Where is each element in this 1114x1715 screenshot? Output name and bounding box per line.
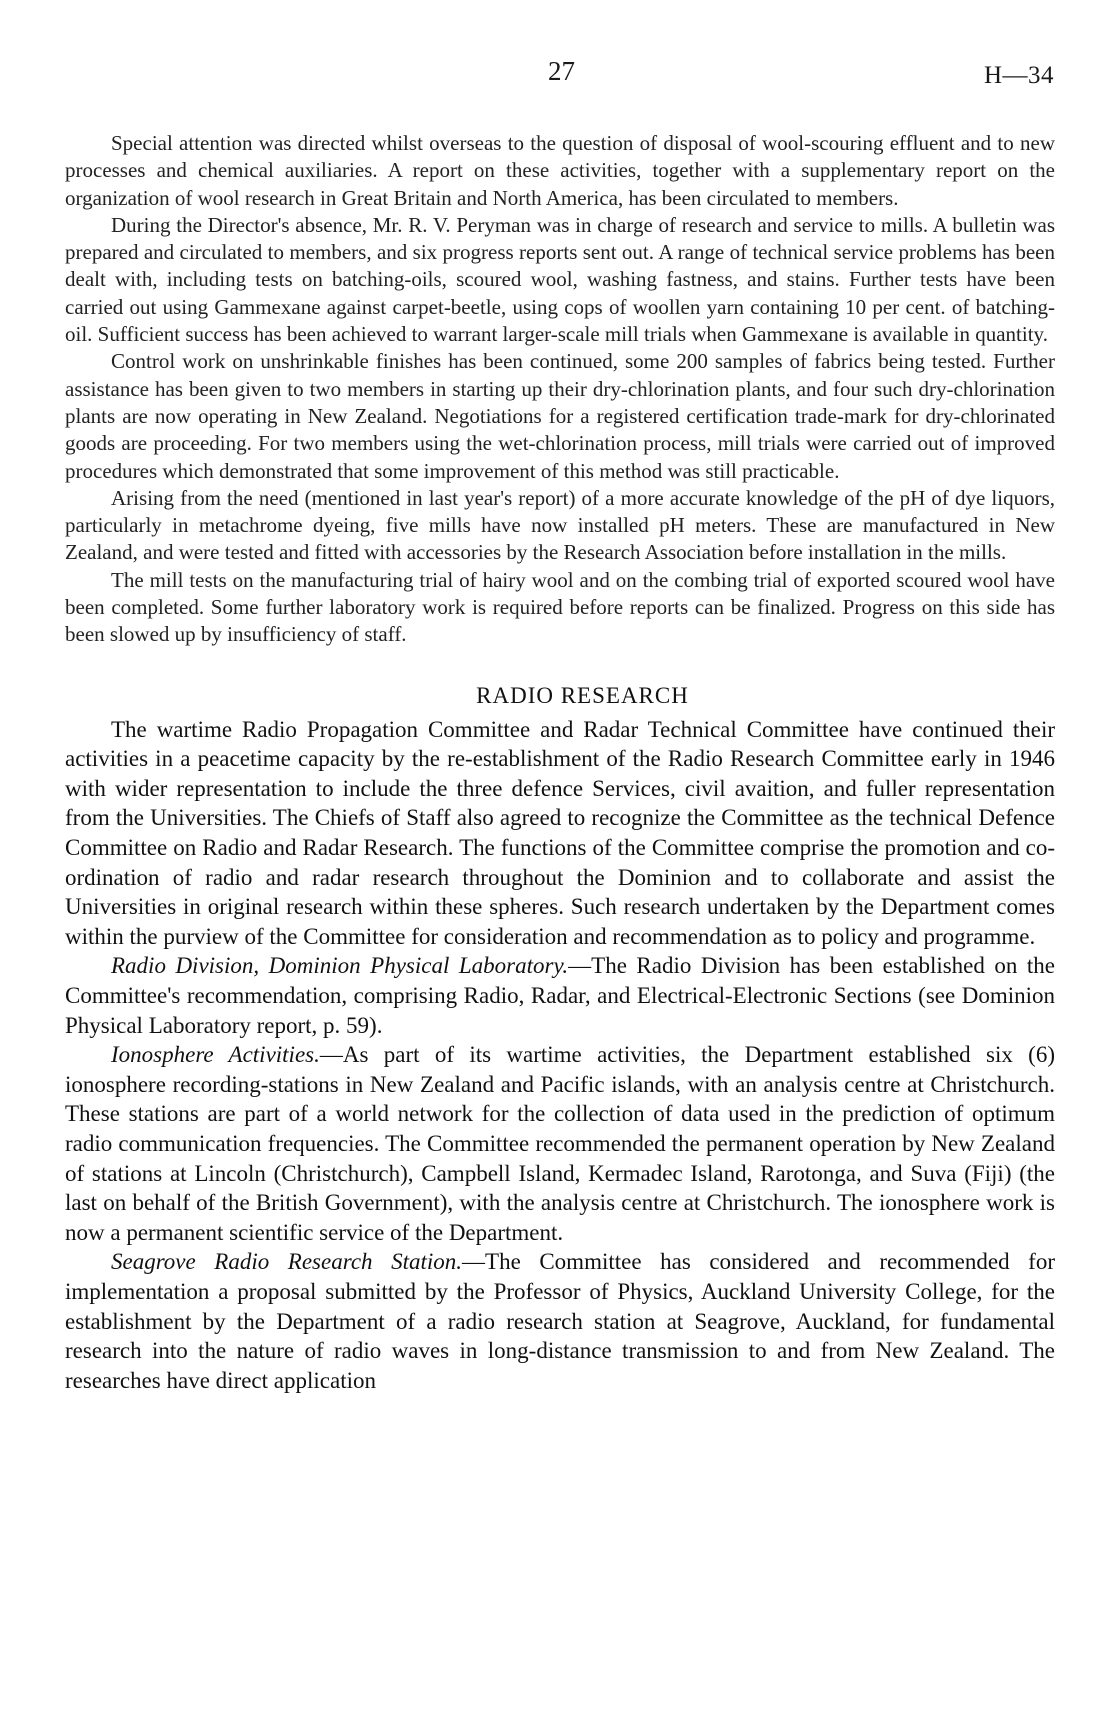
ionosphere-text: —As part of its wartime activities, the Department established six (6) ionosphere recording-stations in New Zealand and Pacific islands, with an analysis centre at Christchurch. These stations are part of a world network for the collection of data used in the prediction of optimum radio communication frequencies. The Committee recommended the permanent operation by New Zealand of stations at Lincoln (Christchurch), Campbell Island, Kermadec Island, Rarotonga, and Suva (Fiji) (the last on behalf of the British Government), with the analysis centre at Christchurch. The ionosphere work is now a permanent scientific service of the Department.	[65, 1042, 1055, 1245]
section-heading-radio-research: RADIO RESEARCH	[476, 682, 689, 708]
paragraph-radio-intro: The wartime Radio Propagation Committee and Radar Technical Committee have continued their activities in a peacetime capacity by the re-establishment of the Radio Research Committee early in 1946 with wider representation to include the three defence Services, civil avaition, and fuller representation from the Universities. The Chiefs of Staff also agreed to recognize the Committee as the technical Defence Committee on Radio and Radar Research. The functions of the Committee comprise the promotion and co-ordination of radio and radar research throughout the Dominion and to collaborate and assist the Universities in original research within these spheres. Such research undertaken by the Department comes within the purview of the Committee for consideration and recommendation as to policy and programme.	[65, 716, 1055, 949]
paragraph-radio-division	[65, 951, 1055, 1040]
page-number: 27	[548, 56, 575, 86]
page-header	[0, 56, 1114, 96]
seagrove-lead: Seagrove Radio Research Station.	[111, 1249, 463, 1275]
ionosphere-lead: Ionosphere Activities.	[111, 1042, 320, 1068]
paragraph-effluent: Special attention was directed whilst overseas to the question of disposal of wool-scouring effluent and to new processes and chemical auxiliaries. A report on these activities, together with a supplementary report on the organization of wool research in Great Britain and North America, has been circulated to members.	[65, 131, 1055, 210]
page-body	[65, 130, 1055, 1395]
paragraph-seagrove	[65, 1247, 1055, 1395]
radio-division-lead: Radio Division, Dominion Physical Laboratory.	[111, 953, 569, 979]
paragraph-unshrinkable-finishes: Control work on unshrinkable finishes has been continued, some 200 samples of fabrics being tested. Further assistance has been given to two members in starting up their dry-chlorination plants, and four such dry-chlorination plants are now operating in New Zealand. Negotiations for a registered certification trade-mark for dry-chlorinated goods are proceeding. For two members using the wet-chlorination process, mill trials were carried out of improved procedures which demonstrated that some improvement of this method was still practicable.	[65, 349, 1055, 483]
radio-division-text: —The Radio Division has been established on the Committee's recommendation, comprising Radio, Radar, and Electrical-Electronic Sections (see Dominion Physical Laboratory report, p. 59).	[65, 953, 1055, 1038]
paragraph-ph-meters: Arising from the need (mentioned in last year's report) of a more accurate knowledge of the pH of dye liquors, particularly in metachrome dyeing, five mills have now installed pH meters. These are manufactured in New Zealand, and were tested and fitted with accessories by the Research Association before installation in the mills.	[65, 485, 1055, 565]
paragraph-ionosphere	[65, 1040, 1055, 1247]
seagrove-text: —The Committee has considered and recommended for implementation a proposal submitted by the Professor of Physics, Auckland University College, for the establishment by the Department of a radio research station at Seagrove, Auckland, for fundamental research into the nature of radio waves in long-distance transmission to and from New Zealand. The researches have direct application	[65, 1249, 1055, 1393]
document-reference: H—34	[983, 62, 1054, 89]
paragraph-directors-absence: During the Director's absence, Mr. R. V. Peryman was in charge of research and service to mills. A bulletin was prepared and circulated to members, and six progress reports sent out. A range of technical service problems has been dealt with, including tests on batching-oils, scoured wool, washing fastness, and stains. Further tests have been carried out using Gammexane against carpet-beetle, using cops of woollen yarn containing 10 per cent. of batching-oil. Sufficient success has been achieved to warrant larger-scale mill trials when Gammexane is available in quantity.	[65, 212, 1055, 347]
paragraph-mill-tests: The mill tests on the manufacturing trial of hairy wool and on the combing trial of exported scoured wool have been completed. Some further laboratory work is required before reports can be finalized. Progress on this side has been slowed up by insufficiency of staff.	[65, 567, 1055, 647]
